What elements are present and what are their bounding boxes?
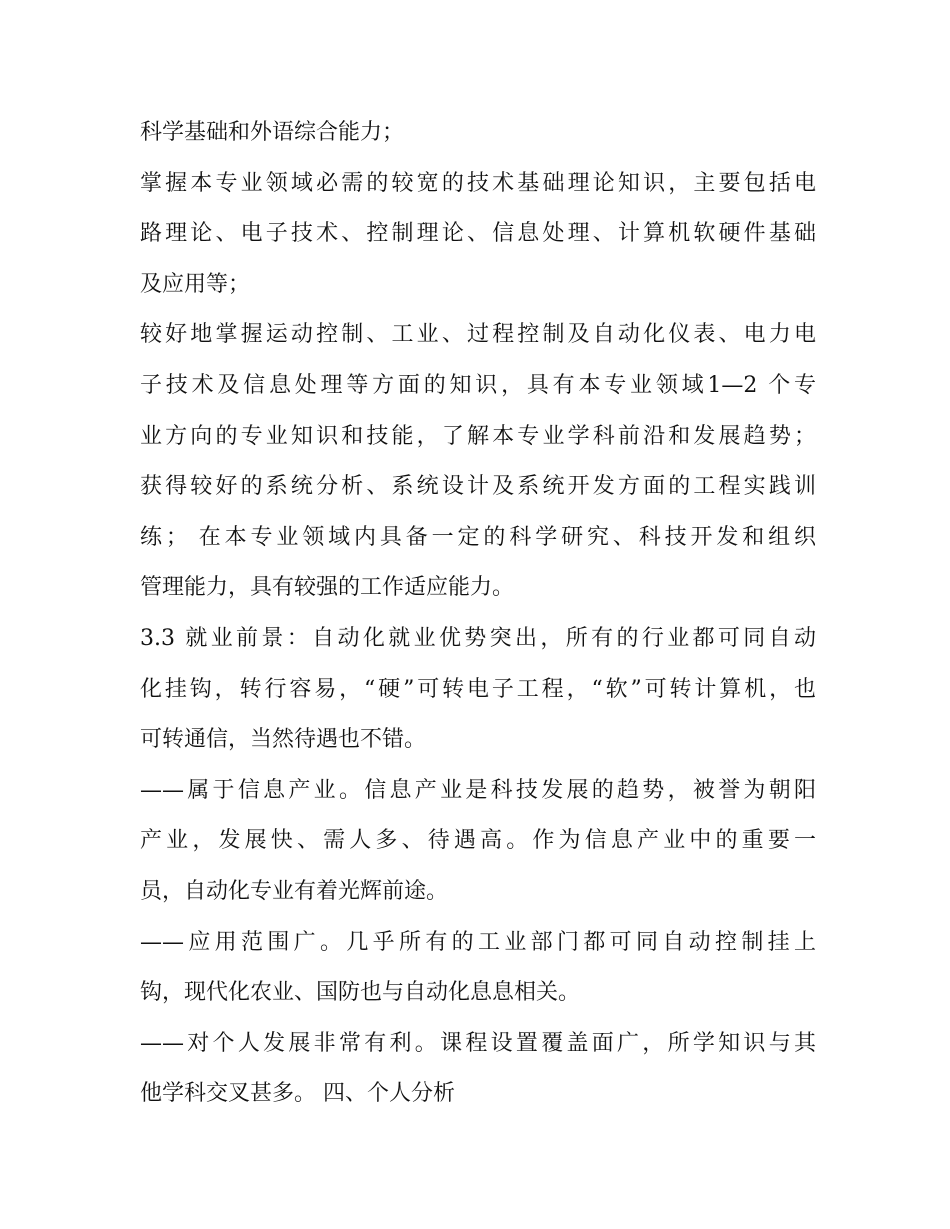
text-line: 他学科交叉甚多。 四、个人分析 [140, 1081, 455, 1107]
text-line: ——属于信息产业。信息产业是科技发展的趋势，被誉为朝阳 [140, 777, 816, 803]
text-line: 子技术及信息处理等方面的知识，具有本专业领域1—2 个专 [140, 372, 816, 398]
text-line: 产业，发展快、需人多、待遇高。作为信息产业中的重要一 [140, 828, 816, 854]
text-line: 3.3 就业前景：自动化就业优势突出，所有的行业都可同自动 [140, 625, 816, 651]
text-line: 管理能力，具有较强的工作适应能力。 [140, 575, 515, 601]
text-line: 员，自动化专业有着光辉前途。 [140, 878, 449, 904]
text-line: 钩，现代化农业、国防也与自动化息息相关。 [140, 980, 581, 1006]
text-line: 科学基础和外语综合能力； [140, 120, 405, 145]
text-line: 及应用等； [140, 271, 251, 297]
text-line: 化挂钩，转行容易，“硬”可转电子工程，“软”可转计算机，也 [140, 676, 816, 702]
document-body [140, 108, 816, 1120]
text-line: 较好地掌握运动控制、工业、过程控制及自动化仪表、电力电 [140, 322, 816, 348]
text-line: ——应用范围广。几乎所有的工业部门都可同自动控制挂上 [140, 929, 816, 955]
text-line: 掌握本专业领域必需的较宽的技术基础理论知识，主要包括电 [140, 170, 816, 196]
text-line: 业方向的专业知识和技能，了解本专业学科前沿和发展趋势； [140, 423, 816, 449]
text-line: ——对个人发展非常有利。课程设置覆盖面广，所学知识与其 [140, 1030, 816, 1056]
text-line: 获得较好的系统分析、系统设计及系统开发方面的工程实践训 [140, 474, 816, 500]
text-line: 路理论、电子技术、控制理论、信息处理、计算机软硬件基础 [140, 221, 816, 247]
text-line: 可转通信，当然待遇也不错。 [140, 727, 427, 753]
text-line: 练； 在本专业领域内具备一定的科学研究、科技开发和组织 [140, 524, 816, 550]
